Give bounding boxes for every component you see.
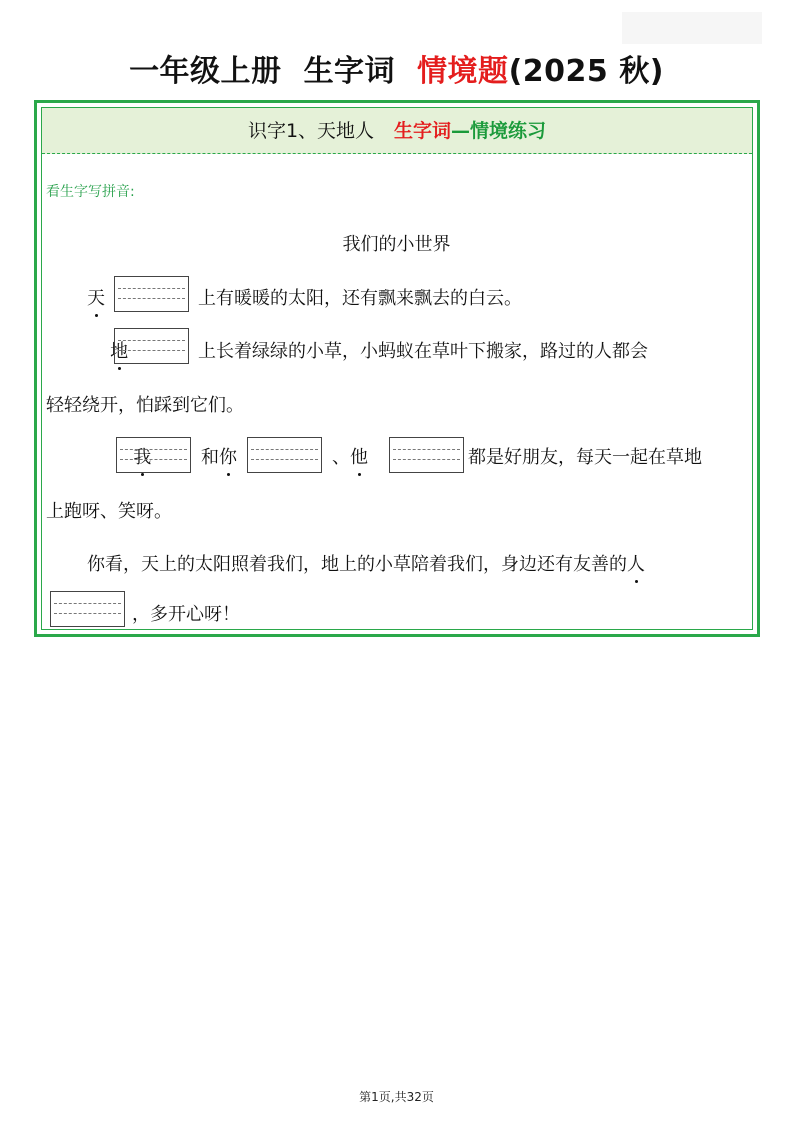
passage-line-7: ，多开心呀！ [132, 604, 240, 625]
passage-line-3: 轻轻绕开，怕踩到它们。 [46, 395, 244, 416]
passage-line-6: 你看，天上的太阳照着我们，地上的小草陪着我们，身边还有友善的人 [87, 550, 645, 576]
target-char-ni: 你 [219, 443, 237, 469]
target-char-ren: 人 [627, 550, 645, 576]
pinyin-answer-box-tian[interactable] [114, 276, 189, 312]
document-title: 一年级上册 生字词 情境题(2025 秋) [129, 54, 664, 89]
passage-line-5: 上跑呀、笑呀。 [46, 501, 172, 522]
pinyin-answer-box-ta[interactable] [389, 437, 464, 473]
pinyin-answer-box-wo[interactable] [116, 437, 191, 473]
pinyin-answer-box-ni[interactable] [247, 437, 322, 473]
instruction-text: 看生字写拼音: [46, 184, 135, 200]
corner-watermark-box [622, 12, 762, 44]
passage-line-2: 上长着绿绿的小草，小蚂蚁在草叶下搬家，路过的人都会 [198, 341, 648, 362]
passage-line-1: 上有暖暖的太阳，还有飘来飘去的白云。 [198, 288, 522, 309]
page-footer: 第1页,共32页 [359, 1090, 434, 1104]
passage-line-4-tail: 都是好朋友，每天一起在草地 [468, 447, 702, 468]
target-char-di: 地 [110, 337, 128, 363]
passage-title: 我们的小世界 [342, 234, 451, 255]
target-char-wo: 我 [133, 443, 151, 469]
pinyin-answer-box-ren[interactable] [50, 591, 125, 627]
pinyin-answer-box-di[interactable] [114, 328, 189, 364]
target-char-tian: 天 [87, 284, 105, 310]
passage-text-sep: 、他 [332, 443, 368, 469]
section-header: 识字1、天地人 生字词—情境练习 [42, 108, 752, 154]
target-char-ta: 他 [350, 443, 368, 469]
passage-text-he: 和你 [201, 443, 237, 469]
